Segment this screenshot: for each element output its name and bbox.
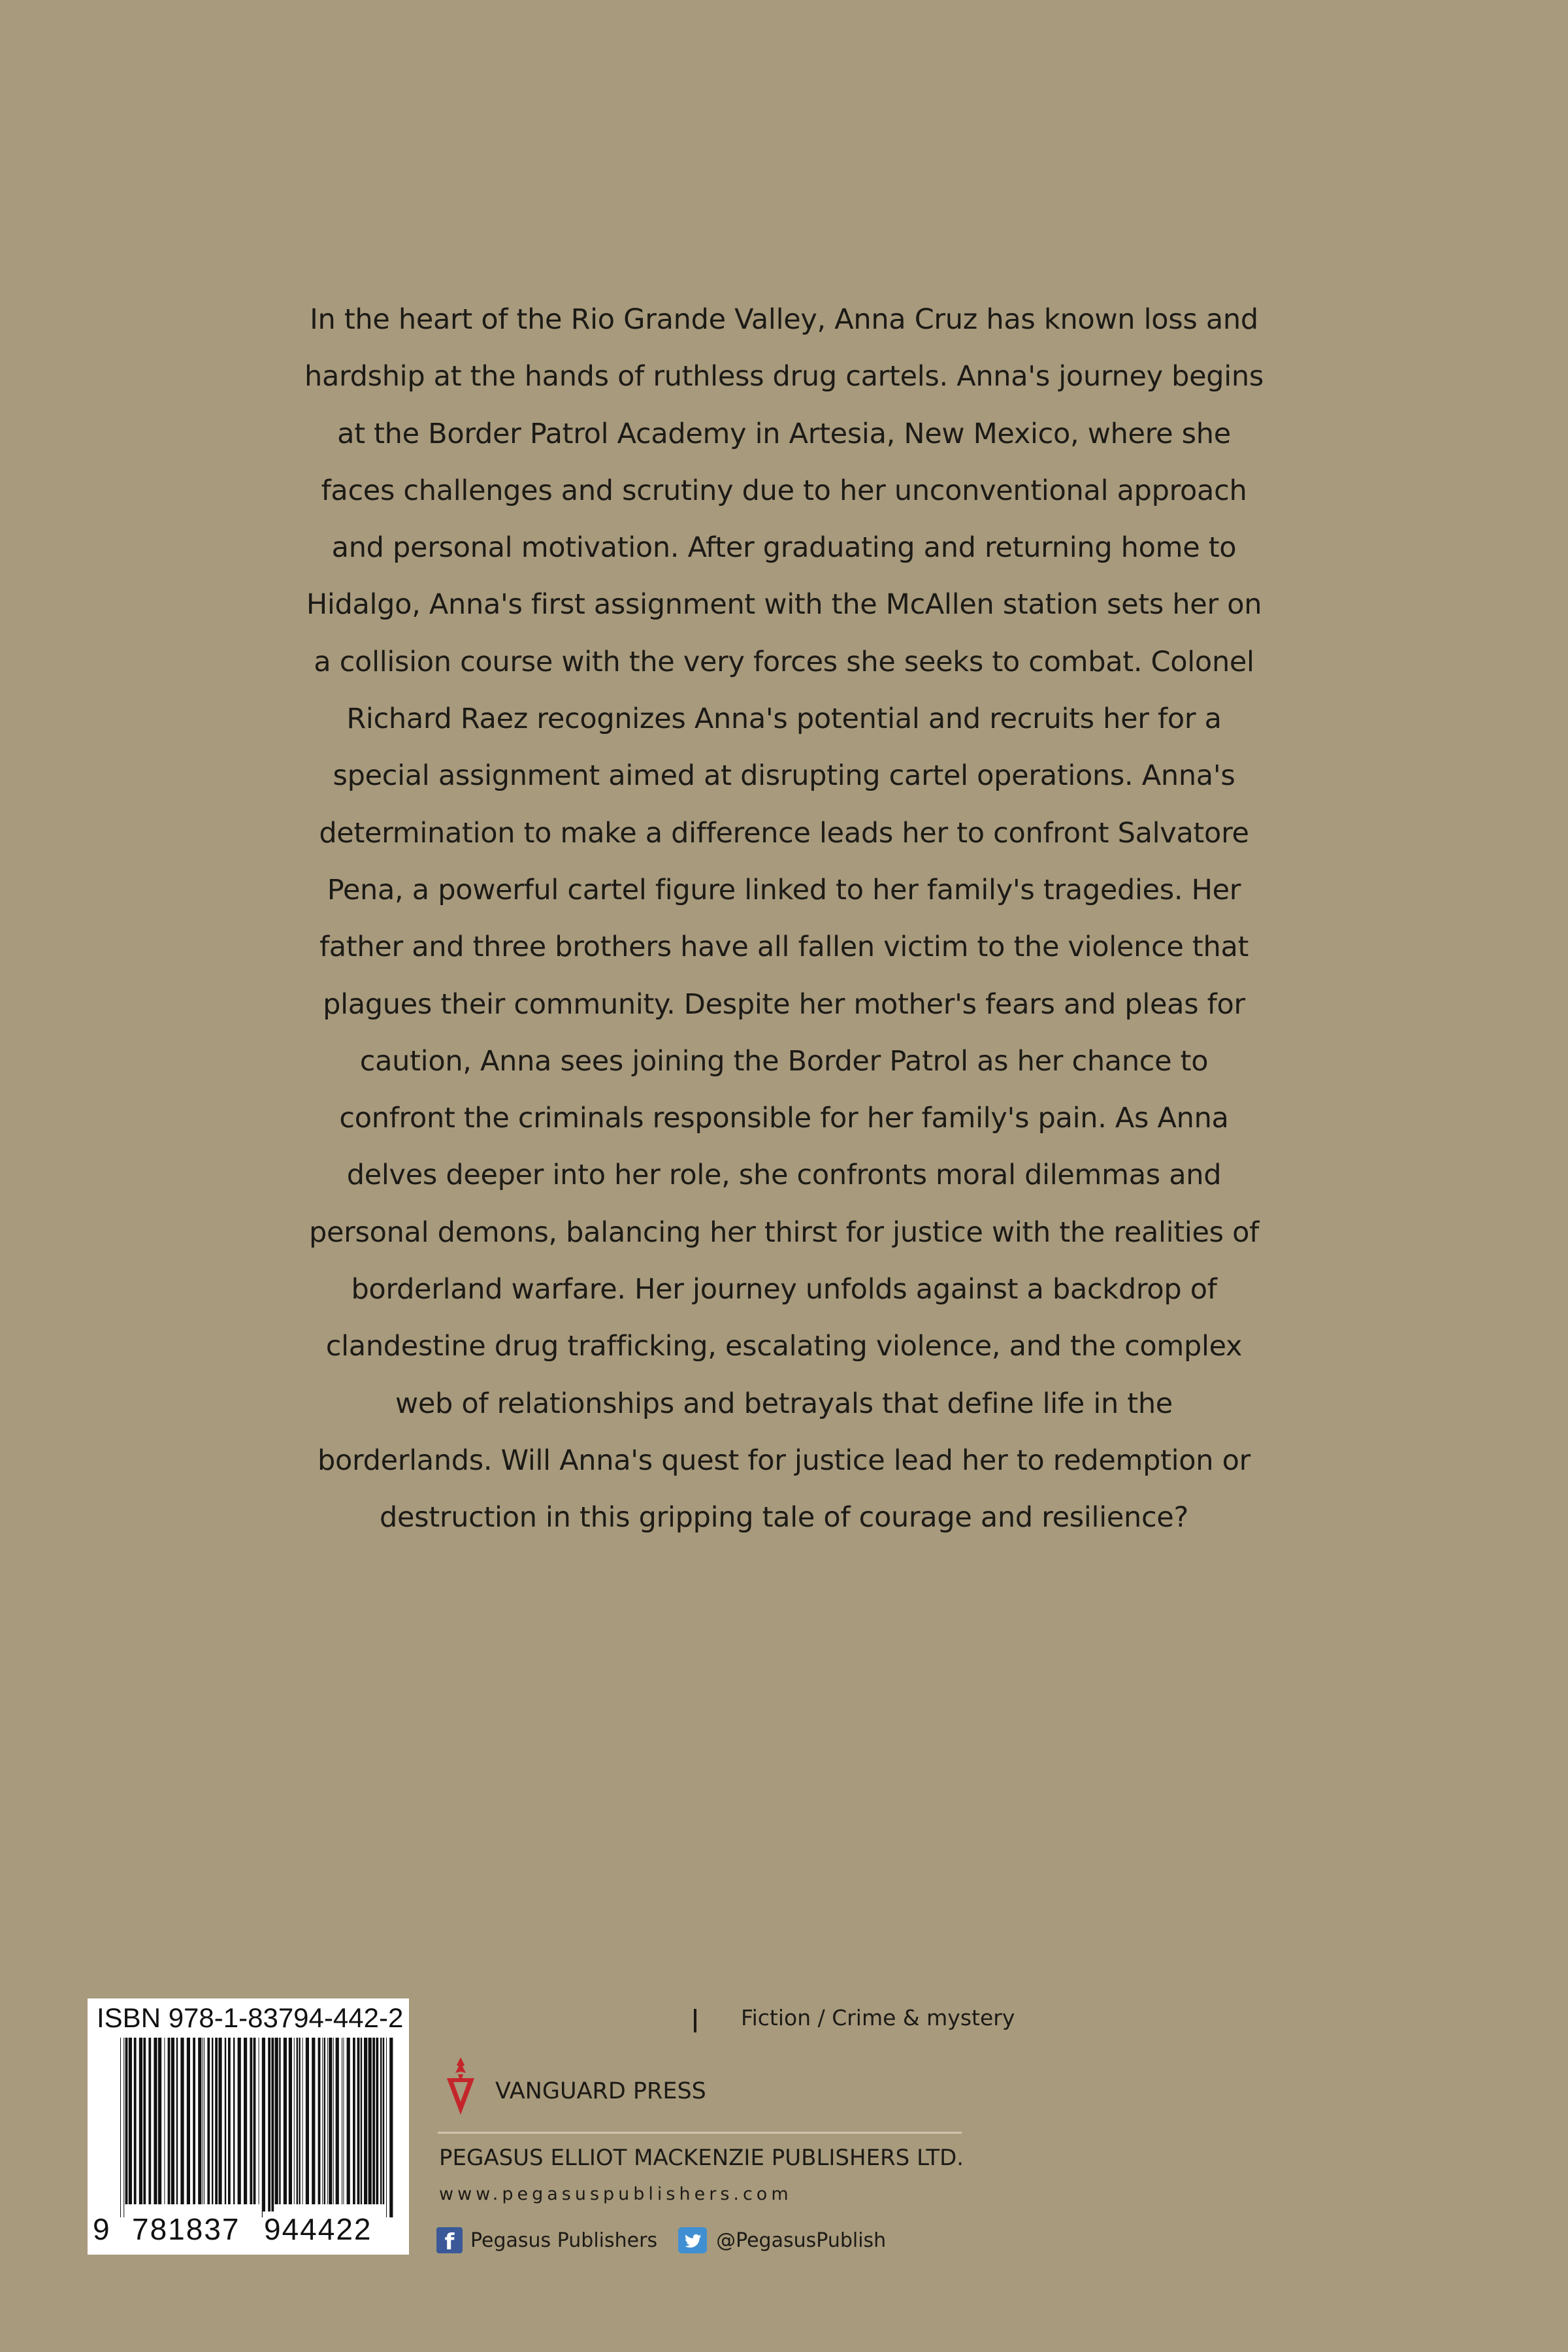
barcode-bar	[386, 2038, 387, 2217]
barcode-bar	[389, 2038, 393, 2217]
barcode-bar	[329, 2038, 332, 2204]
blurb-line: plagues their community. Despite her mother's fears and pleas for	[323, 987, 1245, 1021]
barcode-bar	[125, 2038, 128, 2204]
barcode-bar	[207, 2038, 210, 2204]
barcode-bar	[299, 2038, 300, 2204]
blurb-line: Pena, a powerful cartel figure linked to her family's tragedies. Her	[327, 873, 1241, 906]
barcode-bar	[193, 2038, 195, 2204]
barcode-bar	[327, 2038, 328, 2204]
barcode-bar	[154, 2038, 157, 2204]
barcode-bar	[253, 2038, 256, 2204]
barcode-bar	[347, 2038, 350, 2204]
publisher-divider	[438, 2132, 962, 2134]
barcode-bar	[120, 2038, 121, 2217]
barcode-bar	[244, 2038, 247, 2204]
barcode-bar	[279, 2038, 280, 2204]
blurb-line: hardship at the hands of ruthless drug cartels. Anna's journey begins	[304, 360, 1264, 393]
barcode-bar	[302, 2038, 303, 2204]
category-divider	[694, 2009, 696, 2032]
barcode-bar	[306, 2038, 309, 2204]
ean-left-digits: 781837	[132, 2212, 240, 2246]
barcode-bar	[289, 2038, 292, 2204]
barcode-bar	[383, 2038, 384, 2204]
blurb-line: In the heart of the Rio Grande Valley, Anna Cruz has known loss and	[310, 303, 1258, 336]
barcode-bar	[271, 2038, 274, 2217]
barcode-bar	[180, 2038, 184, 2204]
barcode-bar	[318, 2038, 321, 2204]
barcode-bar	[275, 2038, 278, 2204]
category-label: Fiction / Crime & mystery	[741, 2005, 1015, 2030]
publisher-website: www.pegasuspublishers.com	[439, 2184, 792, 2204]
barcode-bar	[297, 2038, 298, 2204]
social-links	[436, 2225, 886, 2256]
barcode-bar	[212, 2038, 213, 2204]
blurb-line: and personal motivation. After graduating and returning home to	[331, 531, 1237, 565]
barcode-bar	[225, 2038, 226, 2204]
barcode-bar	[322, 2038, 323, 2204]
barcode-bar	[361, 2038, 362, 2204]
barcode-bar	[357, 2038, 360, 2204]
blurb-line: confront the criminals responsible for her family's pain. As Anna	[339, 1102, 1229, 1135]
blurb-line: caution, Anna sees joining the Border Patrol as her chance to	[359, 1044, 1209, 1078]
blurb-line: delves deeper into her role, she confronts moral dilemmas and	[346, 1159, 1222, 1192]
barcode-bar	[187, 2038, 190, 2204]
blurb-line: special assignment aimed at disrupting cartel operations. Anna's	[333, 759, 1235, 793]
barcode-bar	[176, 2038, 178, 2204]
barcode-bars	[119, 2038, 393, 2217]
barcode-bar	[164, 2038, 165, 2204]
ean-digits	[88, 2211, 409, 2251]
barcode-bar	[123, 2038, 124, 2217]
blurb-line: destruction in this gripping tale of courage and resilience?	[380, 1501, 1188, 1534]
barcode-bar	[368, 2038, 372, 2204]
barcode-bar	[171, 2038, 174, 2204]
barcode-bar	[333, 2038, 334, 2204]
pegasus-logo-icon	[444, 2056, 477, 2116]
barcode-bar	[324, 2038, 325, 2204]
barcode-bar	[168, 2038, 171, 2204]
barcode-bar	[353, 2038, 355, 2204]
blurb-line: borderland warfare. Her journey unfolds against a backdrop of	[351, 1273, 1217, 1306]
blurb-line: a collision course with the very forces she seeks to combat. Colonel	[314, 645, 1254, 678]
barcode-bar	[336, 2038, 339, 2204]
barcode-bar	[238, 2038, 241, 2204]
barcode-bar	[284, 2038, 287, 2204]
barcode-bar	[198, 2038, 201, 2204]
blurb-line: clandestine drug trafficking, escalating violence, and the complex	[325, 1330, 1243, 1363]
barcode-bar	[218, 2038, 221, 2204]
imprint-name: VANGUARD PRESS	[495, 2078, 706, 2104]
back-cover-blurb	[287, 291, 1281, 1547]
blurb-line: borderlands. Will Anna's quest for justice lead her to redemption or	[317, 1444, 1251, 1477]
barcode-bar	[294, 2038, 295, 2204]
twitter-icon	[678, 2227, 707, 2253]
isbn-label: ISBN 978-1-83794-442-2	[97, 2002, 404, 2033]
barcode-bar	[380, 2038, 382, 2204]
barcode-bar	[233, 2038, 235, 2204]
barcode-bar	[134, 2038, 137, 2204]
barcode-bar	[129, 2038, 132, 2204]
barcode-bar	[250, 2038, 252, 2204]
blurb-line: Richard Raez recognizes Anna's potential and recruits her for a	[346, 703, 1222, 736]
blurb-line: at the Border Patrol Academy in Artesia, New Mexico, where she	[337, 417, 1231, 450]
barcode-bar	[148, 2038, 151, 2204]
barcode-bar	[228, 2038, 231, 2204]
blurb-line: personal demons, balancing her thirst for justice with the realities of	[308, 1216, 1260, 1249]
barcode-bar	[376, 2038, 378, 2204]
publisher-name: PEGASUS ELLIOT MACKENZIE PUBLISHERS LTD.	[439, 2145, 964, 2171]
barcode-bar	[364, 2038, 367, 2204]
barcode-bar	[215, 2038, 218, 2204]
ean-right-digits: 944422	[264, 2212, 372, 2246]
barcode-bar	[139, 2038, 142, 2204]
isbn-barcode	[88, 1998, 409, 2255]
barcode-bar	[262, 2038, 265, 2217]
barcode-bar	[158, 2038, 161, 2204]
facebook-icon: f	[436, 2227, 463, 2253]
barcode-bar	[312, 2038, 315, 2204]
facebook-handle: Pegasus Publishers	[470, 2228, 658, 2252]
barcode-bar	[343, 2038, 344, 2204]
blurb-line: faces challenges and scrutiny due to her unconventional approach	[321, 474, 1247, 507]
barcode-bar	[143, 2038, 146, 2204]
twitter-handle: @PegasusPublish	[716, 2228, 887, 2252]
ean-first-digit: 9	[93, 2212, 110, 2246]
blurb-line: determination to make a difference leads her to confront Salvatore	[319, 816, 1249, 850]
blurb-line: father and three brothers have all fallen victim to the violence that	[319, 931, 1249, 964]
barcode-bar	[268, 2038, 270, 2217]
blurb-line: Hidalgo, Anna's first assignment with the McAllen station sets her on	[306, 588, 1262, 621]
barcode-bar	[372, 2038, 375, 2204]
blurb-line: web of relationships and betrayals that define life in the	[395, 1387, 1173, 1420]
